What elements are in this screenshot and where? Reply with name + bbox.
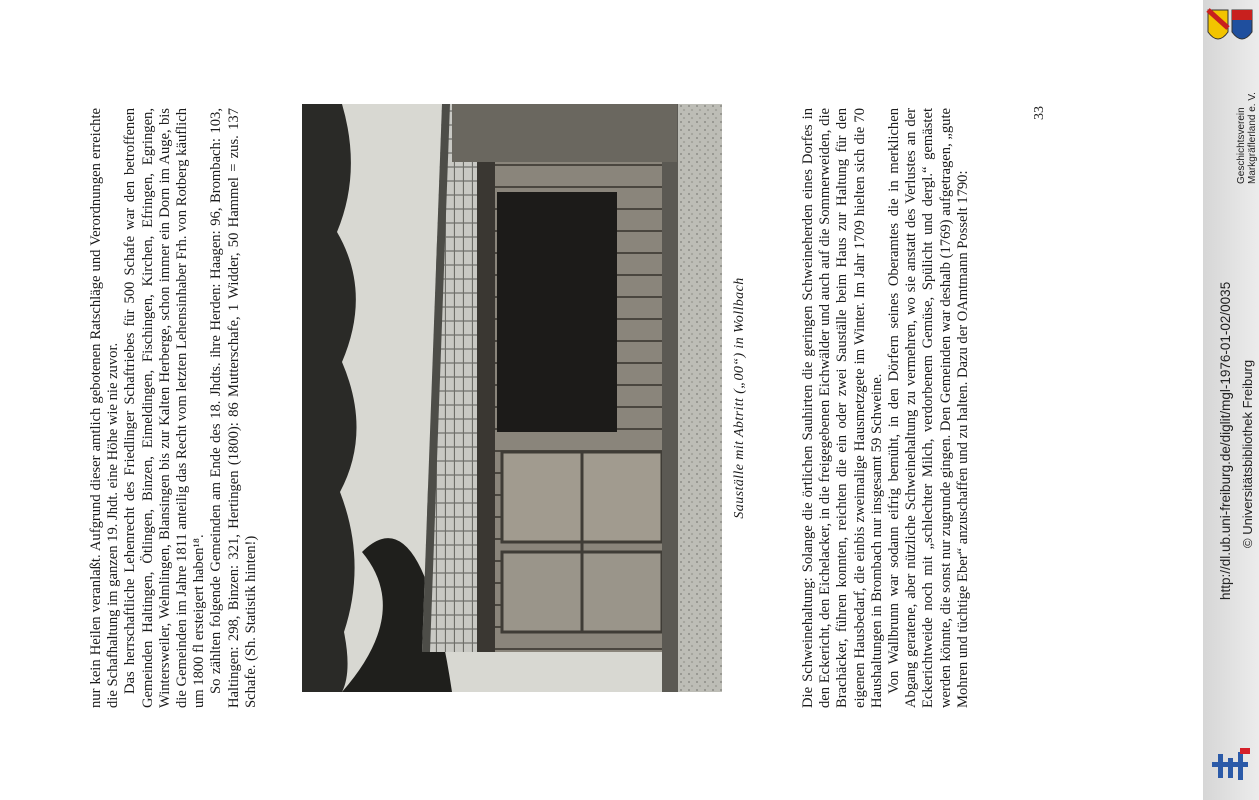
pigsty-photo-illustration — [302, 104, 722, 692]
top-text-block — [88, 108, 260, 708]
society-name-line-1: Geschichtsverein — [1236, 107, 1247, 184]
bottom-text-block — [800, 108, 972, 708]
paragraph-sheep-ordinances: nur kein Heilen veranlaßt. Aufgrund dieser amtlich gebotenen Ratschläge und Verordnungen erreichte die Schafhaltung im ganzen 19. Jhdt. eine Höhe wie nie zuvor. — [88, 108, 122, 708]
pigsty-photo — [302, 104, 722, 692]
paragraph-herd-counts: So zählten folgende Gemeinden am Ende des 18. Jhdts. ihre Herden: Haagen: 96, Brombach: 103, Haltingen: 298, Binzen: 321, Hertingen (1800): 86 Mutterschafe, 1 Widder, 50 Hammel = zus. 137 Schafe. (Sh. Statistik hinten!) — [208, 108, 259, 708]
photo-caption: Sauställe mit Abtritt („00“) in Wollbach — [732, 277, 747, 519]
page-number: 33 — [1032, 106, 1047, 120]
university-library-logo-icon — [1210, 748, 1254, 784]
paragraph-pig-keeping: Die Schweinehaltung: Solange die örtlichen Sauhirten die geringen Schweineherden eines Dorfes in den Eckericht, den Eichelacker, in die freigegebenen Eichwälder und auch auf die Sommerweiden, die Brachäcker, führen konnten, reichten die ein oder zwei Sauställe beim Haus zur Haltung für den eigenen Hausbedarf, die einbis zweimalige Hausmetzgete im Winter. Im Jahr 1709 hielten sich die 70 Haushaltungen in Brombach nur insgesamt 59 Schweine. — [800, 108, 885, 708]
society-crest-icon — [1206, 8, 1254, 48]
society-name-line-2: Markgräflerland e. V. — [1247, 92, 1258, 184]
document-url-link[interactable]: http://dl.ub.uni-freiburg.de/diglit/mgl-1976-01-02/0035 — [1218, 281, 1233, 600]
paragraph-wallbrunn: Von Wallbrunn war sodann eifrig bemüht, in den Dörfern seines Oberamtes die in merklichen Abgang geratene, aber nützliche Schweinehaltung zu vermehren, wo sie anstatt des Verlustes an der Eckerichtweide noch mit „schlechter Milch, verdorbenem Gemüse, Spülicht und dergl.“ gemästet werden könnte, die sonst nur zugrunde gingen. Den Gemeinden war deshalb (1769) aufgetragen, „gute Mohren und tüchtige Eber“ anzuschaffen und zu halten. Dazu der OAmtmann Posselt 1790: — [886, 108, 971, 708]
paragraph-friedlingen-lease: Das herrschaftliche Lehenrecht des Friedlinger Schaftriebes für 500 Schafe war den betroffenen Gemeinden Haltingen, Ötlingen, Binzen, Eimeldingen, Fischingen, Kirchen, Efringen, Egringen, Wintersweiler, Welmlingen, Blansingen bis zur Kalten Herberge, schon immer ein Dorn im Auge, bis die Gemeinden im Jahre 1811 anteilig das Recht vom letzten Lehensinhaber Frh. von Rotberg käuflich um 1800 fl ersteigert haben¹⁸. — [122, 108, 208, 708]
copyright-notice: © Universitätsbibliothek Freiburg — [1240, 359, 1255, 548]
